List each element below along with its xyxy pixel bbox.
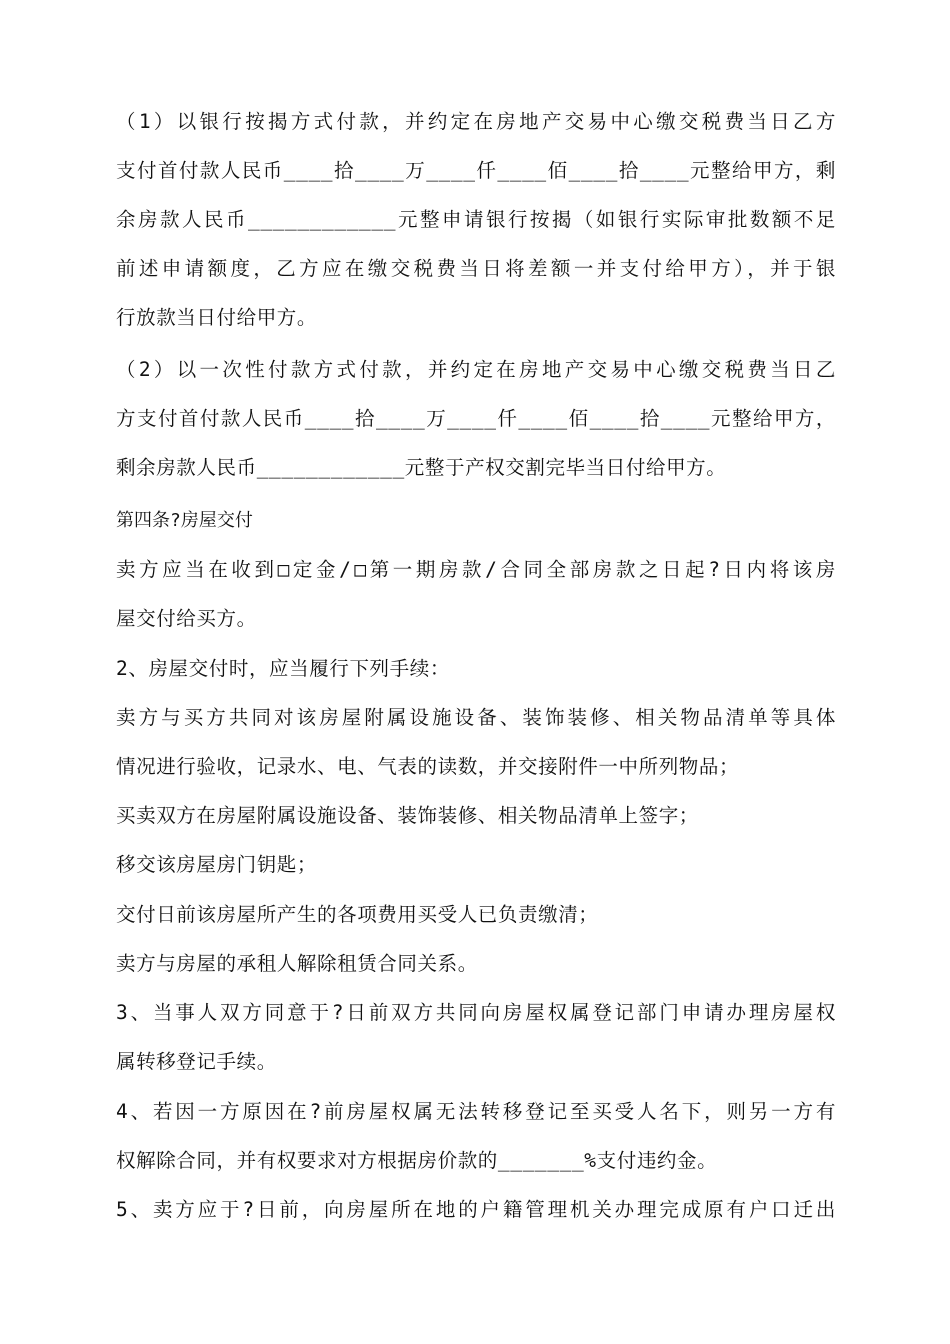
paragraph-line: 卖方与房屋的承租人解除租赁合同关系。 (116, 952, 478, 975)
paragraph-line: 情况进行验收，记录水、电、气表的读数，并交接附件一中所列物品； (116, 755, 740, 778)
paragraph-line: 4、若因一方原因在?前房屋权属无法转移登记至买受人名下，则另一方有 (116, 1100, 836, 1123)
paragraph-line: 屋交付给买方。 (116, 607, 257, 630)
paragraph-line: 买卖双方在房屋附属设施设备、装饰装修、相关物品清单上签字； (116, 804, 699, 827)
paragraph-line: （2）以一次性付款方式付款，并约定在房地产交易中心缴交税费当日乙 (116, 358, 836, 381)
paragraph-line: 属转移登记手续。 (116, 1050, 277, 1073)
paragraph-line: 2、房屋交付时，应当履行下列手续： (116, 657, 450, 680)
section-heading: 第四条?房屋交付 (116, 510, 253, 531)
paragraph-line: 方支付首付款人民币____拾____万____仟____佰____拾____元整给甲方， (116, 407, 836, 430)
paragraph-line: 卖方应当在收到□定金/□第一期房款/合同全部房款之日起?日内将该房 (116, 558, 836, 581)
paragraph-line: 5、卖方应于?日前，向房屋所在地的户籍管理机关办理完成原有户口迁出 (116, 1198, 836, 1221)
paragraph-line: 3、当事人双方同意于?日前双方共同向房屋权属登记部门申请办理房屋权 (116, 1001, 836, 1024)
paragraph-line: 剩余房款人民币____________元整于产权交割完毕当日付给甲方。 (116, 456, 727, 479)
paragraph-line: 支付首付款人民币____拾____万____仟____佰____拾____元整给甲方，剩 (116, 159, 836, 182)
paragraph-line: 卖方与买方共同对该房屋附属设施设备、装饰装修、相关物品清单等具体 (116, 706, 836, 729)
paragraph-line: （1）以银行按揭方式付款，并约定在房地产交易中心缴交税费当日乙方 (116, 110, 836, 133)
paragraph-line: 权解除合同，并有权要求对方根据房价款的_______%支付违约金。 (116, 1149, 718, 1172)
paragraph-line: 余房款人民币____________元整申请银行按揭（如银行实际审批数额不足 (116, 208, 836, 231)
paragraph-line: 行放款当日付给甲方。 (116, 306, 318, 329)
paragraph-line: 交付日前该房屋所产生的各项费用买受人已负责缴清； (116, 903, 599, 926)
paragraph-line: 前述申请额度，乙方应在缴交税费当日将差额一并支付给甲方），并于银 (116, 257, 836, 280)
paragraph-line: 移交该房屋房门钥匙； (116, 853, 318, 876)
